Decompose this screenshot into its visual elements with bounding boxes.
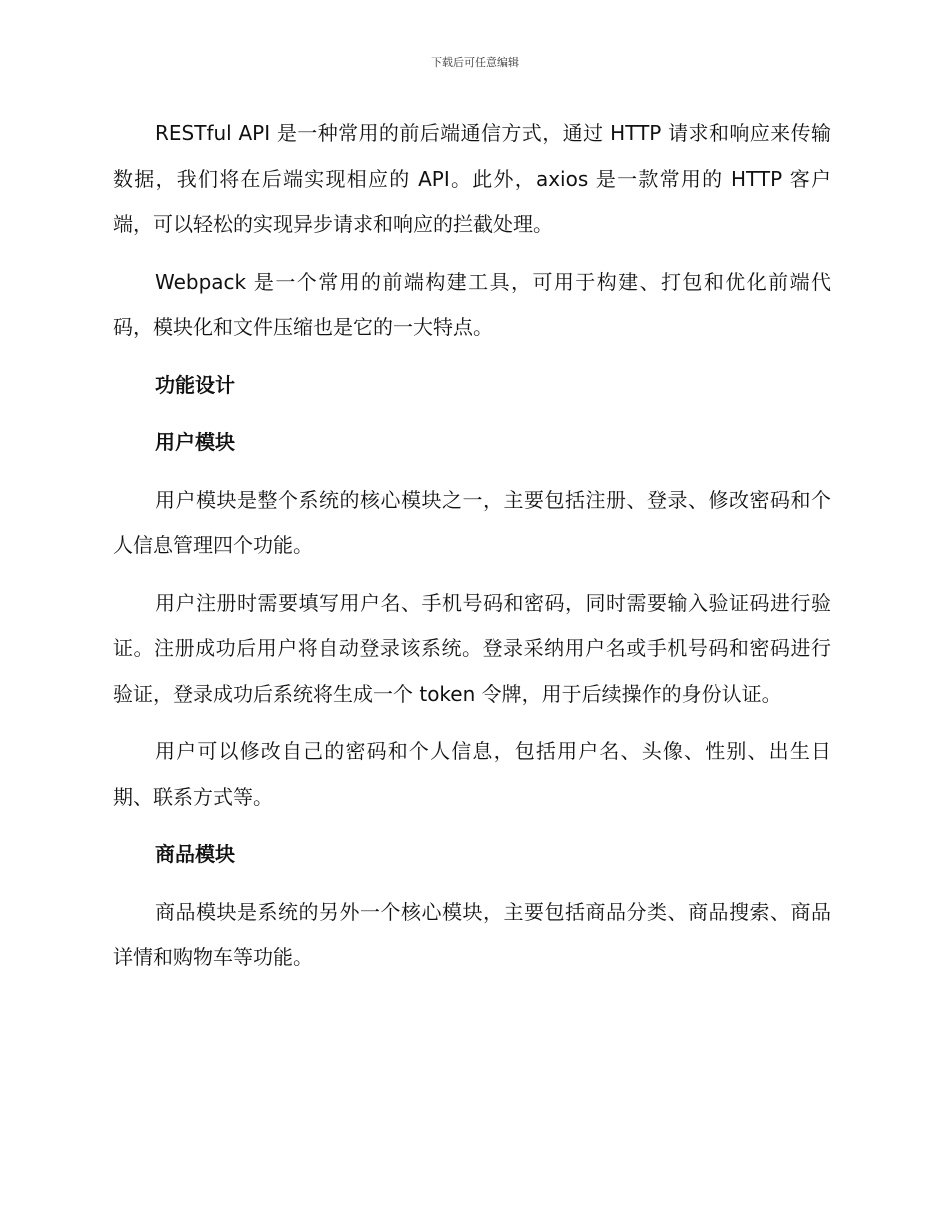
heading-function-design: 功能设计 [155,372,235,397]
paragraph-user-module-overview: 用户模块是整个系统的核心模块之一，主要包括注册、登录、修改密码和个人信息管理四个功能。 [113,487,831,557]
paragraph-user-profile: 用户可以修改自己的密码和个人信息，包括用户名、头像、性别、出生日期、联系方式等。 [113,739,831,809]
paragraph-user-registration: 用户注册时需要填写用户名、手机号码和密码，同时需要输入验证码进行验证。注册成功后用户将自动登录该系统。登录采纳用户名或手机号码和密码进行验证，登录成功后系统将生成一个 token 令牌，用于后续操作的身份认证。 [113,590,831,706]
document-body [113,111,831,993]
page-header: 下载后可任意编辑 [431,56,519,69]
heading-product-module: 商品模块 [155,842,235,866]
paragraph-restful-api: RESTful API 是一种常用的前后端通信方式，通过 HTTP 请求和响应来传输数据，我们将在后端实现相应的 API。此外，axios 是一款常用的 HTTP 客户端，可以轻松的实现异步请求和响应的拦截处理。 [113,121,831,236]
heading-user-module: 用户模块 [155,430,235,454]
paragraph-product-module: 商品模块是系统的另外一个核心模块，主要包括商品分类、商品搜索、商品详情和购物车等功能。 [113,899,831,969]
paragraph-webpack: Webpack 是一个常用的前端构建工具，可用于构建、打包和优化前端代码，模块化和文件压缩也是它的一大特点。 [113,269,831,339]
